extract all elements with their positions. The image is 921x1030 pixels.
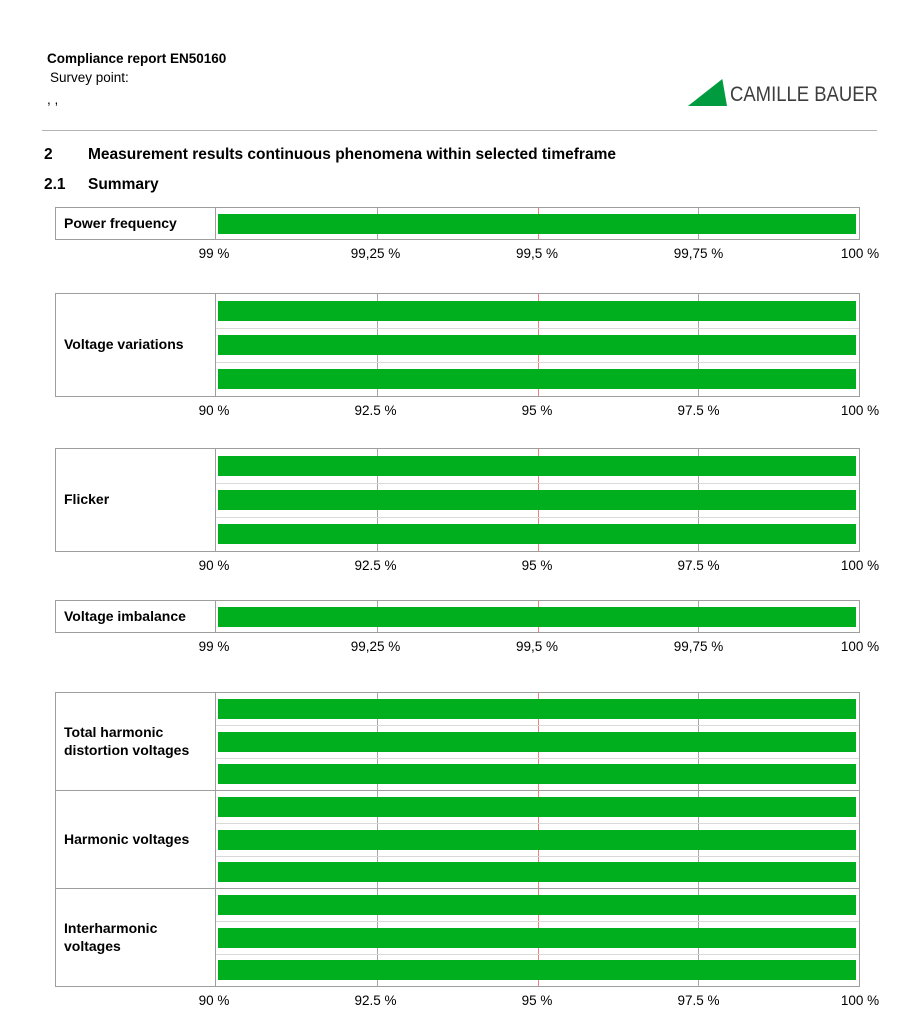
compliance-bar — [218, 764, 856, 784]
section-number: 2 — [44, 146, 53, 163]
compliance-bar — [218, 960, 856, 980]
logo-triangle-icon — [688, 79, 727, 106]
tick-label: 99,25 % — [350, 246, 401, 261]
chart-label — [56, 791, 215, 888]
x-axis-tick-labels — [198, 991, 880, 1011]
chart-label — [56, 601, 215, 632]
chart-label-text: Voltage imbalance — [64, 607, 186, 624]
tick-label: 95 % — [521, 993, 553, 1008]
header-divider — [42, 130, 877, 131]
chart-plot-area — [215, 693, 859, 790]
tick-label: 99 % — [198, 246, 230, 261]
chart-row-interharmonic-voltages — [56, 888, 859, 986]
slot-gridline — [216, 823, 859, 824]
compliance-bar — [218, 928, 856, 948]
tick-label: 99,75 % — [673, 246, 724, 261]
tick-label: 99,25 % — [350, 639, 401, 654]
camille-bauer-logo — [688, 76, 898, 106]
slot-gridline — [216, 856, 859, 857]
x-axis-tick-labels — [198, 244, 880, 264]
tick-label: 92.5 % — [354, 993, 397, 1008]
compliance-bar — [218, 456, 856, 476]
chart-label-text: Harmonic voltages — [64, 830, 190, 847]
compliance-bar — [218, 699, 856, 719]
compliance-bar — [218, 369, 856, 389]
tick-label: 99,5 % — [515, 246, 559, 261]
report-title: Compliance report EN50160 — [47, 51, 227, 66]
compliance-bar — [218, 830, 856, 850]
chart-panel-flicker — [55, 448, 880, 576]
tick-label: 92.5 % — [354, 558, 397, 573]
compliance-bar — [218, 490, 856, 510]
tick-label: 97.5 % — [677, 403, 720, 418]
chart-plot-area — [215, 601, 859, 632]
chart-label — [56, 693, 215, 790]
chart-panel-voltage-imbalance — [55, 600, 880, 657]
survey-point-label: Survey point: — [50, 70, 129, 85]
chart-box — [55, 448, 860, 552]
tick-label: 100 % — [840, 639, 880, 654]
tick-label: 99,5 % — [515, 639, 559, 654]
slot-gridline — [216, 483, 859, 484]
chart-plot-area — [215, 294, 859, 396]
chart-row-thd-voltages — [56, 693, 859, 790]
compliance-bar — [218, 524, 856, 544]
tick-label: 99,75 % — [673, 639, 724, 654]
slot-gridline — [216, 362, 859, 363]
compliance-bar — [218, 732, 856, 752]
chart-plot-area — [215, 889, 859, 986]
compliance-bar — [218, 895, 856, 915]
x-axis-tick-labels — [198, 401, 880, 421]
tick-label: 92.5 % — [354, 403, 397, 418]
chart-plot-area — [215, 208, 859, 239]
x-axis-tick-labels — [198, 556, 880, 576]
compliance-bar — [218, 301, 856, 321]
chart-row-harmonic-voltages — [56, 790, 859, 888]
chart-plot-area — [215, 791, 859, 888]
slot-gridline — [216, 954, 859, 955]
tick-label: 100 % — [840, 993, 880, 1008]
compliance-bar — [218, 607, 856, 627]
tick-label: 100 % — [840, 403, 880, 418]
chart-label-text: Voltage variations — [64, 336, 184, 353]
slot-gridline — [216, 758, 859, 759]
tick-label: 97.5 % — [677, 993, 720, 1008]
tick-label: 95 % — [521, 558, 553, 573]
chart-plot-area — [215, 449, 859, 551]
tick-label: 90 % — [198, 403, 230, 418]
chart-box — [55, 600, 860, 633]
tick-label: 90 % — [198, 558, 230, 573]
chart-label — [56, 208, 215, 239]
slot-gridline — [216, 725, 859, 726]
logo-text: CAMILLE BAUER — [730, 83, 878, 106]
chart-panel-power-frequency — [55, 207, 880, 264]
subsection-number: 2.1 — [44, 176, 66, 193]
subsection-title: Summary — [88, 176, 159, 193]
tick-label: 97.5 % — [677, 558, 720, 573]
tick-label: 99 % — [198, 639, 230, 654]
tick-label: 100 % — [840, 558, 880, 573]
compliance-bar — [218, 214, 856, 234]
slot-gridline — [216, 921, 859, 922]
chart-label-text: Interharmonic voltages — [64, 920, 158, 954]
chart-label-text: Power frequency — [64, 214, 177, 231]
slot-gridline — [216, 517, 859, 518]
x-axis-tick-labels — [198, 637, 880, 657]
compliance-bar — [218, 862, 856, 882]
chart-panel-harmonics-group — [55, 692, 880, 1011]
slot-gridline — [216, 328, 859, 329]
compliance-bar — [218, 797, 856, 817]
compliance-bar — [218, 335, 856, 355]
chart-box — [55, 293, 860, 397]
tick-label: 100 % — [840, 246, 880, 261]
chart-panel-voltage-variations — [55, 293, 880, 421]
chart-label-text: Flicker — [64, 491, 110, 508]
chart-box — [55, 207, 860, 240]
survey-point-value: , , — [47, 92, 59, 107]
chart-box — [55, 692, 860, 987]
chart-label — [56, 294, 215, 396]
chart-label-text: Total harmonic distortion voltages — [64, 724, 190, 758]
tick-label: 90 % — [198, 993, 230, 1008]
tick-label: 95 % — [521, 403, 553, 418]
section-title: Measurement results continuous phenomena within selected timeframe — [88, 146, 616, 163]
chart-label — [56, 889, 215, 986]
chart-label — [56, 449, 215, 551]
